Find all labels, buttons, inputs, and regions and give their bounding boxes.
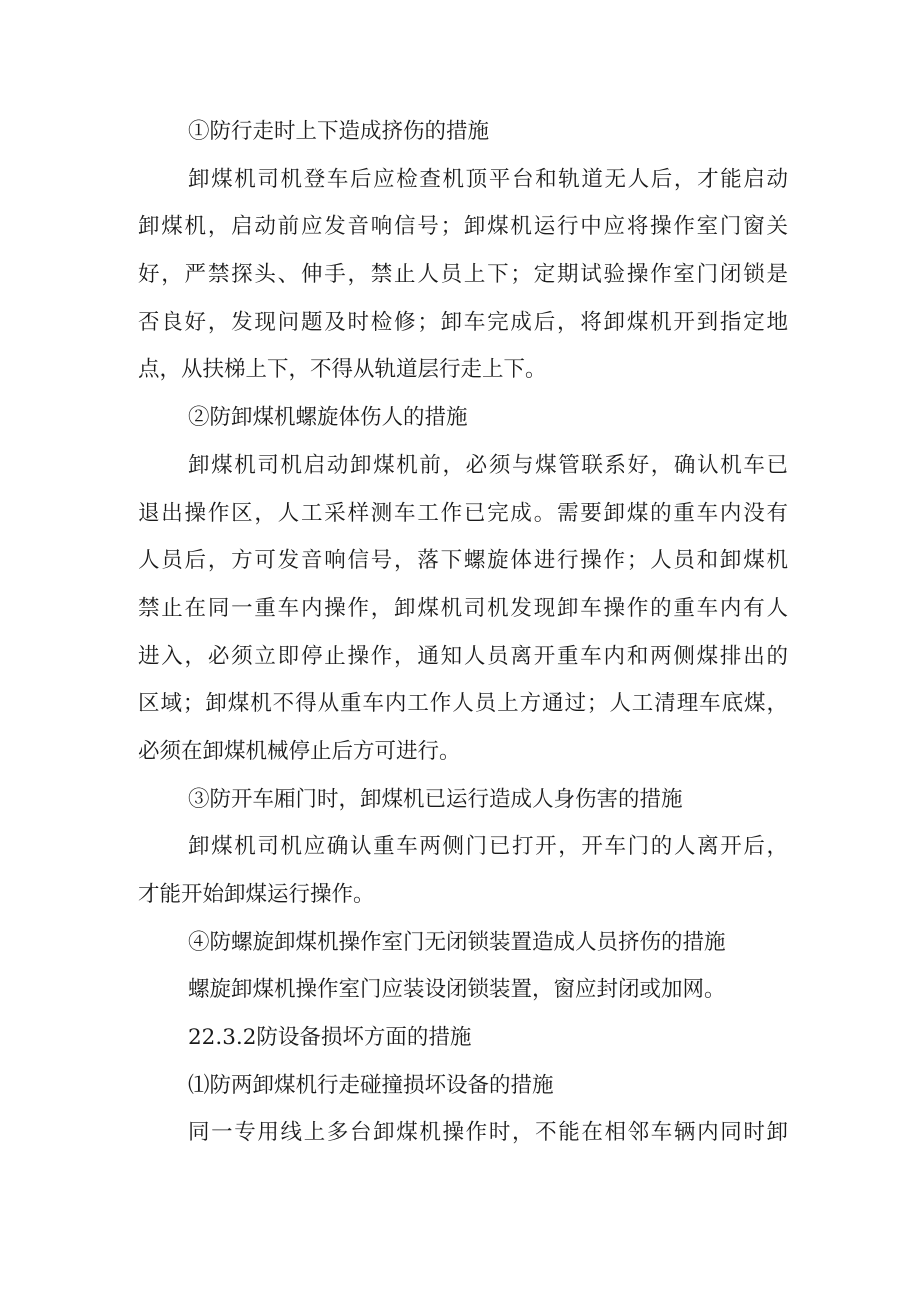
paragraph-line: 人员后，方可发音响信号，落下螺旋体进行操作；人员和卸煤机 [138, 548, 788, 574]
heading-line-3: ③防开车厢门时，卸煤机已运行造成人身伤害的措施 [188, 786, 683, 812]
subheading-line: ⑴防两卸煤机行走碰撞损坏设备的措施 [188, 1072, 554, 1098]
paragraph-line: 好，严禁探头、伸手，禁止人员上下；定期试验操作室门闭锁是 [138, 262, 788, 288]
paragraph-line: 必须在卸煤机械停止后方可进行。 [138, 738, 461, 764]
paragraph-line: 禁止在同一重车内操作，卸煤机司机发现卸车操作的重车内有人 [138, 595, 788, 621]
heading-line-1: ①防行走时上下造成挤伤的措施 [188, 119, 490, 144]
paragraph-line: 区域；卸煤机不得从重车内工作人员上方通过；人工清理车底煤， [138, 691, 788, 717]
heading-line-4: ④防螺旋卸煤机操作室门无闭锁装置造成人员挤伤的措施 [188, 929, 726, 955]
paragraph-line: 卸煤机，启动前应发音响信号；卸煤机运行中应将操作室门窗关 [138, 214, 788, 240]
paragraph-line: 才能开始卸煤运行操作。 [138, 882, 375, 907]
document-body [138, 108, 788, 1157]
paragraph-line: 同一专用线上多台卸煤机操作时，不能在相邻车辆内同时卸 [188, 1120, 788, 1146]
paragraph-line: 否良好，发现问题及时检修；卸车完成后，将卸煤机开到指定地 [138, 309, 788, 335]
paragraph-line: 卸煤机司机应确认重车两侧门已打开，开车门的人离开后， [188, 834, 788, 860]
paragraph-line: 点，从扶梯上下，不得从轨道层行走上下。 [138, 357, 547, 383]
paragraph-line: 退出操作区，人工采样测车工作已完成。需要卸煤的重车内没有 [138, 500, 788, 526]
paragraph-line: 进入，必须立即停止操作，通知人员离开重车内和两侧煤排出的 [138, 643, 788, 669]
heading-line-2: ②防卸煤机螺旋体伤人的措施 [188, 405, 468, 431]
paragraph-line: 螺旋卸煤机操作室门应装设闭锁装置，窗应封闭或加网。 [188, 977, 726, 1003]
paragraph-line: 卸煤机司机登车后应检查机顶平台和轨道无人后，才能启动 [188, 166, 788, 192]
section-heading: 22.3.2防设备损坏方面的措施 [188, 1025, 472, 1051]
paragraph-line: 卸煤机司机启动卸煤机前，必须与煤管联系好，确认机车已 [188, 452, 788, 478]
